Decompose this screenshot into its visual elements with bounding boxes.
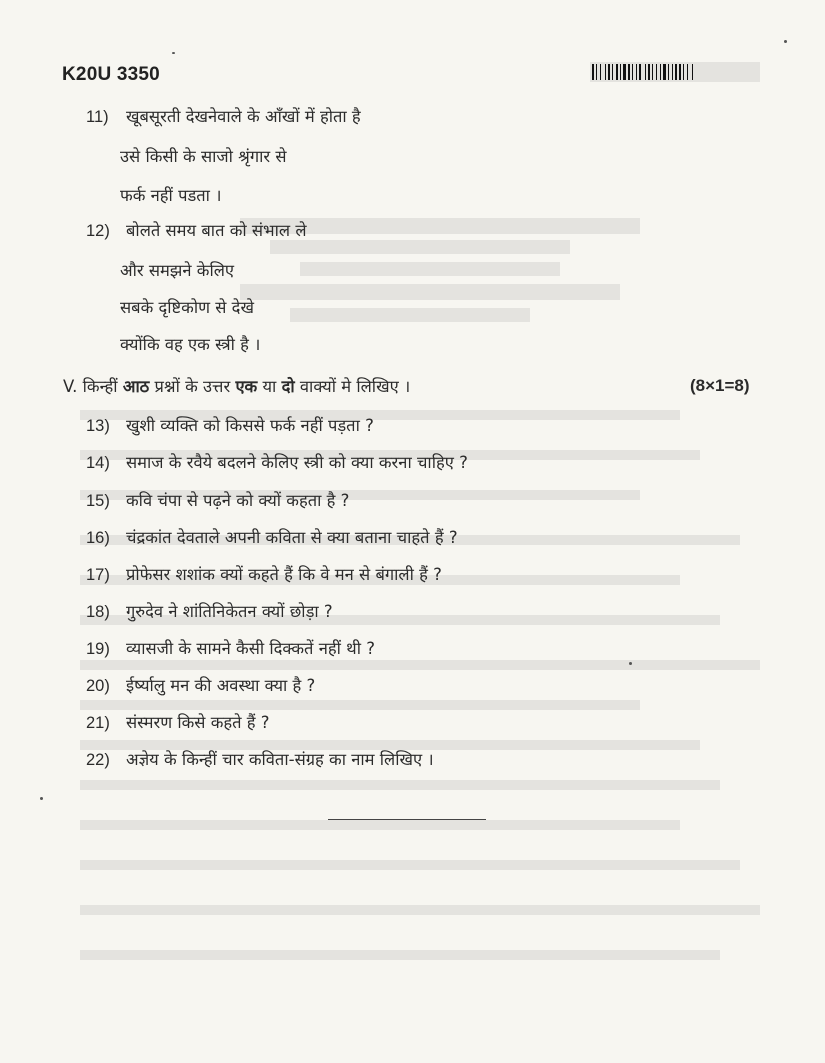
barcode-bar	[620, 64, 621, 80]
barcode-bar	[596, 64, 597, 80]
question-17	[86, 562, 442, 585]
barcode-bar	[605, 64, 606, 80]
barcode-bar	[656, 64, 657, 80]
question-14	[86, 450, 468, 473]
question-text: संस्मरण किसे कहते हैं ?	[126, 713, 270, 732]
barcode-bar	[668, 64, 669, 80]
question-text: कवि चंपा से पढ़ने को क्यों कहता है ?	[126, 491, 350, 510]
poem-line: उसे किसी के साजो श्रृंगार से	[120, 147, 287, 166]
question-number: 14)	[86, 454, 110, 472]
question-number: 20)	[86, 677, 110, 695]
poem-line: खूबसूरती देखनेवाले के आँखों में होता है	[126, 107, 361, 126]
question-number: 11)	[86, 108, 109, 126]
question-15	[86, 488, 349, 511]
question-21	[86, 710, 270, 733]
poem-line: सबके दृष्टिकोण से देखे	[120, 298, 254, 317]
barcode-bar	[592, 64, 594, 80]
question-number: 12)	[86, 222, 110, 240]
barcode-bar	[692, 64, 693, 80]
poem-line: क्योंकि वह एक स्त्री है ।	[120, 335, 261, 354]
question-text: गुरुदेव ने शांतिनिकेतन क्यों छोड़ा ?	[126, 602, 333, 621]
question-text: समाज के रवैये बदलने केलिए स्त्री को क्या करना चाहिए ?	[126, 453, 468, 472]
section-marks: (8×1=8)	[690, 376, 750, 395]
question-text: खुशी व्यक्ति को किससे फर्क नहीं पड़ता ?	[126, 416, 374, 435]
question-text: प्रोफेसर शशांक क्यों कहते हैं कि वे मन से बंगाली हैं ?	[126, 565, 442, 584]
barcode-bar	[687, 64, 688, 80]
barcode-bar	[652, 64, 653, 80]
question-number: 17)	[86, 566, 110, 584]
question-12	[86, 218, 307, 241]
barcode-bar	[645, 64, 646, 80]
question-13	[86, 413, 374, 436]
poem-line: बोलते समय बात को संभाल ले	[126, 221, 307, 240]
poem-line: और समझने केलिए	[120, 261, 235, 280]
scan-speck	[629, 662, 632, 665]
barcode-bar	[683, 64, 684, 80]
question-text: ईर्ष्यालु मन की अवस्था क्या है ?	[126, 676, 316, 695]
question-number: 22)	[86, 751, 110, 769]
poem-line: फर्क नहीं पडता ।	[120, 186, 222, 205]
question-22	[86, 747, 434, 770]
question-text: व्यासजी के सामने कैसी दिक्कतें नहीं थी ?	[126, 639, 375, 658]
question-number: 13)	[86, 417, 110, 435]
question-number: 21)	[86, 714, 110, 732]
barcode-bar	[623, 64, 626, 80]
question-19	[86, 636, 375, 659]
question-number: 15)	[86, 492, 110, 510]
question-18	[86, 599, 333, 622]
barcode-bar	[639, 64, 641, 80]
section-instruction: V. किन्हीं आठ प्रश्नों के उत्तर एक या दो वाक्यों मे लिखिए ।	[63, 377, 411, 396]
question-text: अज्ञेय के किन्हीं चार कविता-संग्रह का नाम लिखिए ।	[126, 750, 434, 769]
barcode-bar	[672, 64, 673, 80]
barcode-bar	[648, 64, 650, 80]
barcode-bar	[675, 64, 677, 80]
scan-speck	[40, 797, 43, 800]
question-number: 19)	[86, 640, 110, 658]
scan-speck	[172, 52, 175, 54]
barcode	[592, 64, 752, 80]
barcode-bar	[632, 64, 633, 80]
barcode-bar	[636, 64, 637, 80]
question-number: 18)	[86, 603, 110, 621]
barcode-bar	[600, 64, 601, 80]
barcode-bar	[608, 64, 610, 80]
barcode-bar	[679, 64, 681, 80]
barcode-bar	[660, 64, 661, 80]
barcode-bar	[616, 64, 618, 80]
barcode-bar	[663, 64, 666, 80]
barcode-bar	[612, 64, 613, 80]
question-number: 16)	[86, 529, 110, 547]
question-20	[86, 673, 315, 696]
question-16	[86, 525, 458, 548]
barcode-bar	[628, 64, 630, 80]
question-text: चंद्रकांत देवताले अपनी कविता से क्या बताना चाहते हैं ?	[126, 528, 458, 547]
question-11	[86, 104, 361, 127]
scan-speck	[784, 40, 787, 43]
question-paper-code: K20U 3350	[62, 64, 160, 85]
end-of-paper-rule	[328, 819, 486, 820]
